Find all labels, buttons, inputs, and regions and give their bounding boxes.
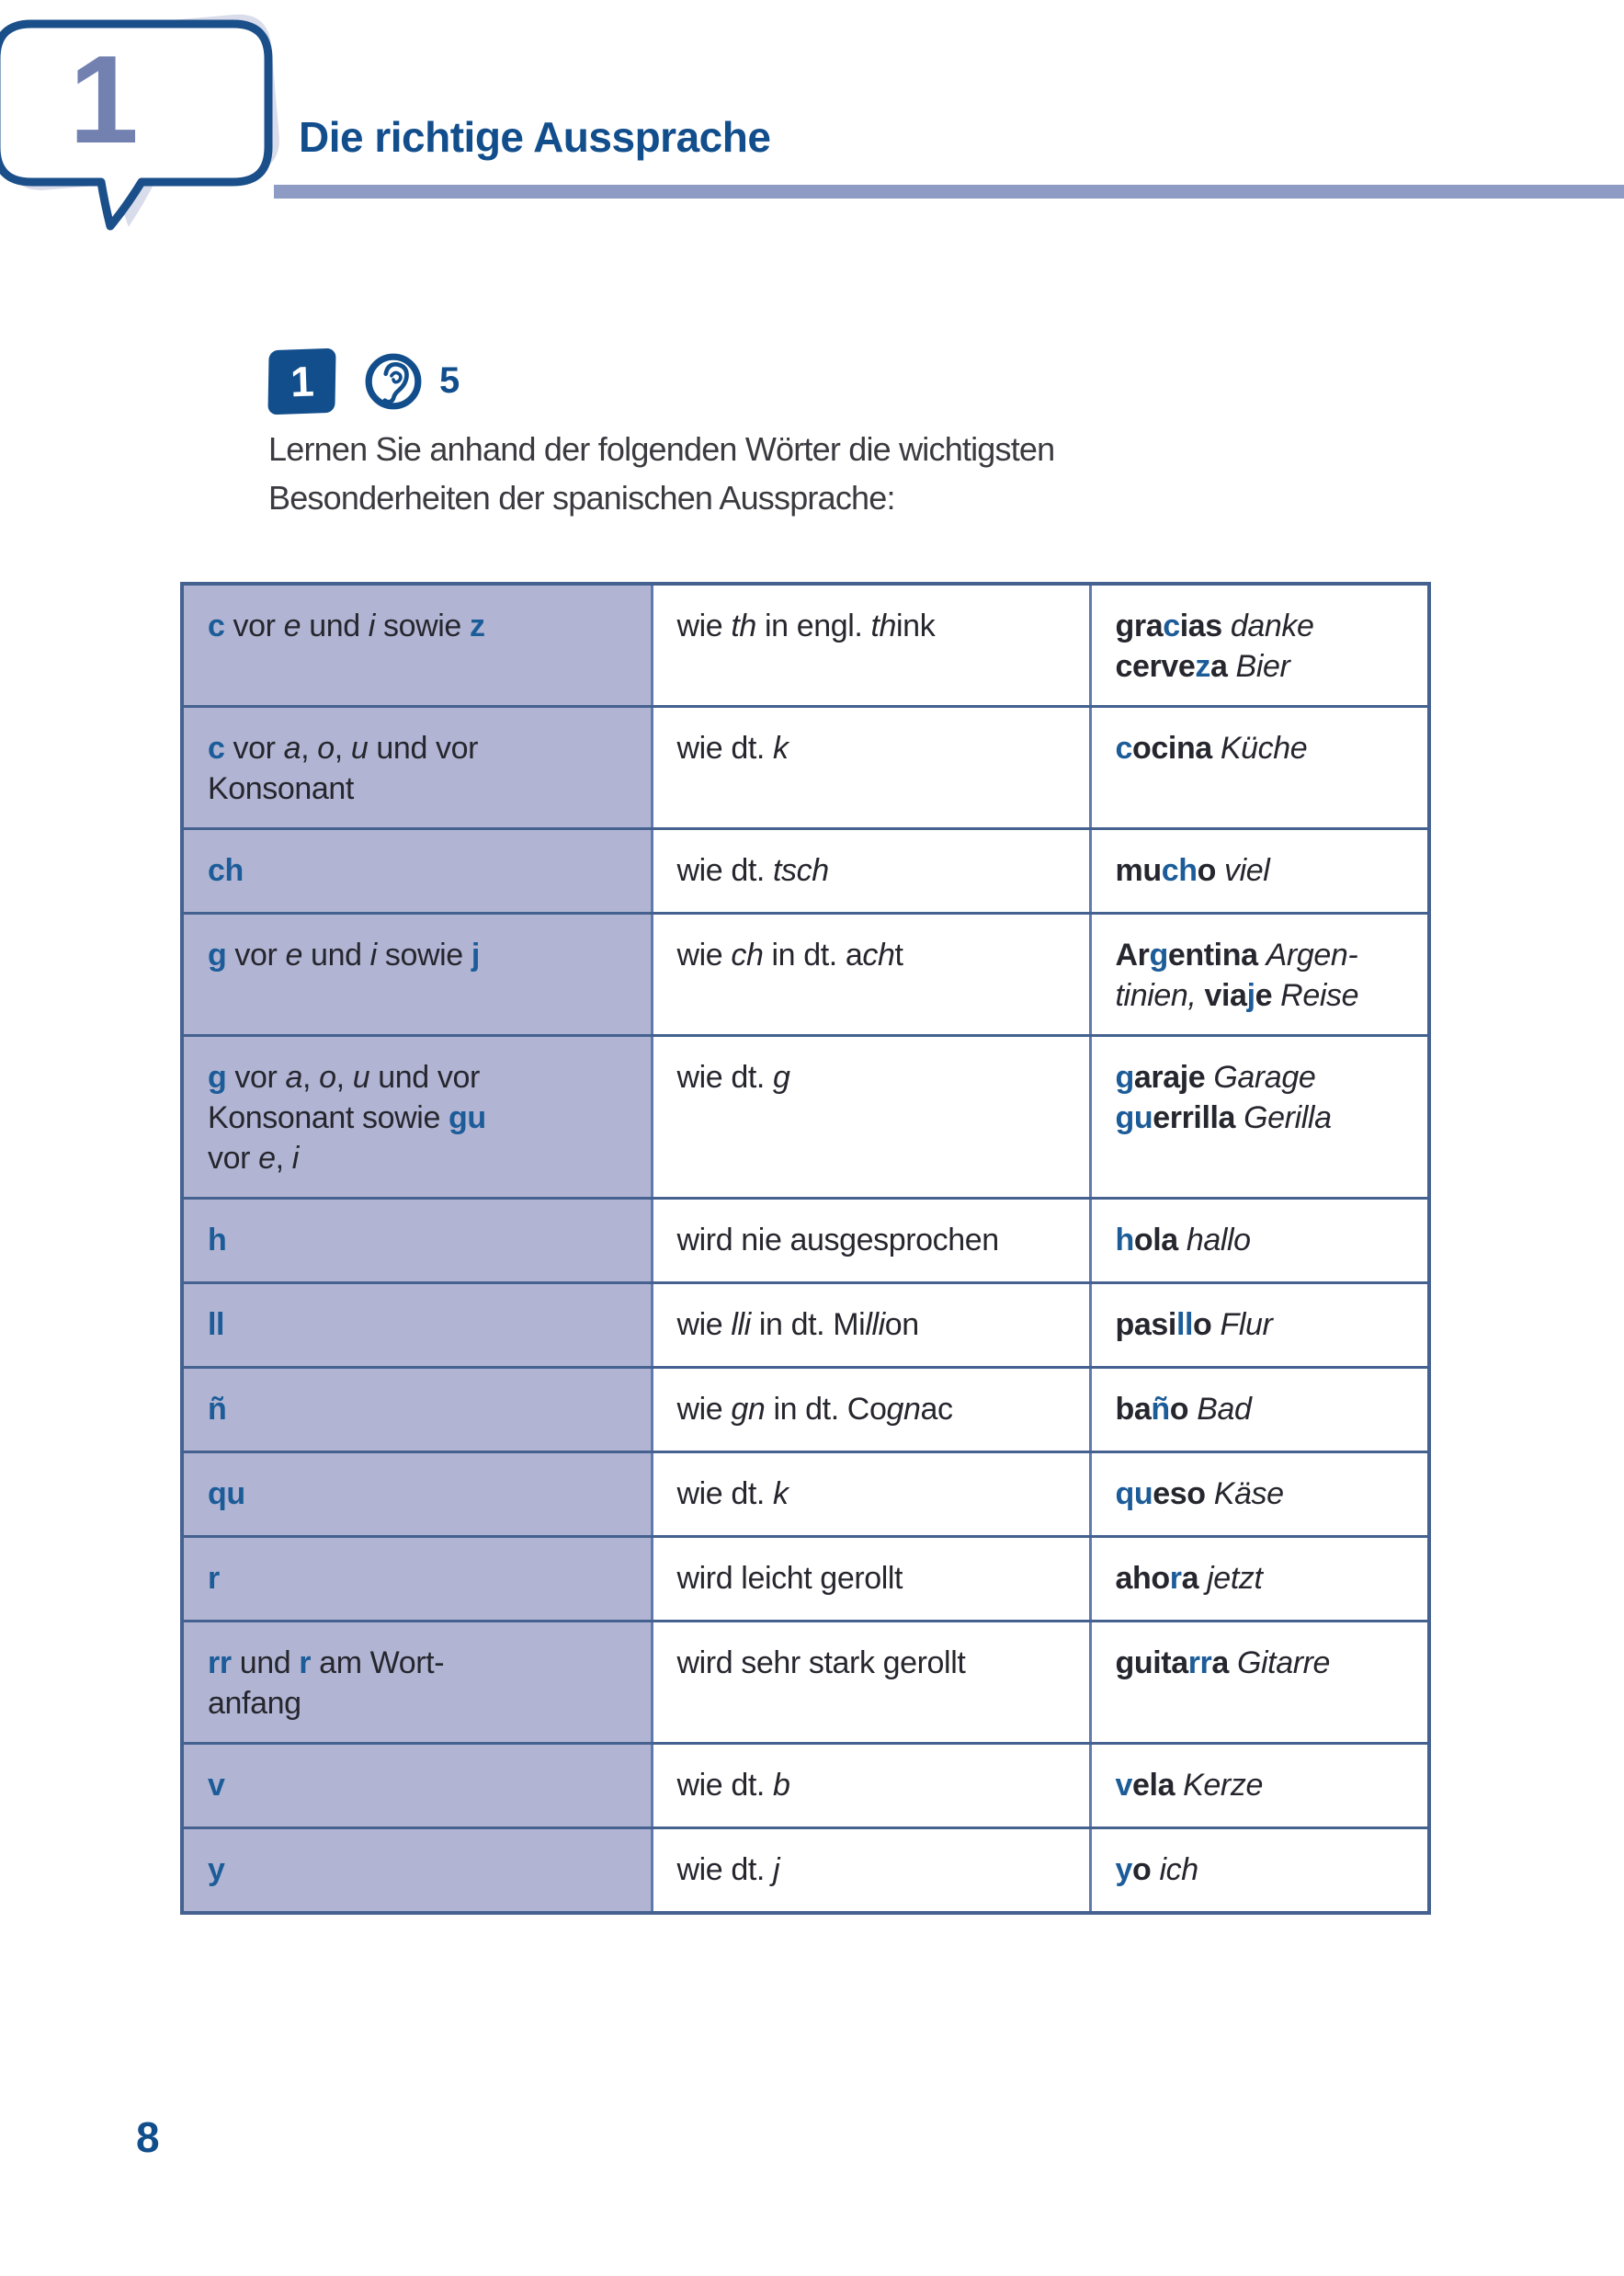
cell-example	[1090, 1199, 1429, 1283]
text-segment: k	[773, 1476, 789, 1511]
table-row	[182, 584, 1429, 707]
cell-pron	[652, 1368, 1090, 1452]
text-segment	[1175, 1768, 1183, 1803]
text-segment	[1228, 649, 1236, 684]
text-segment: anfang	[208, 1686, 301, 1721]
cell-pron	[652, 584, 1090, 707]
text-segment: u	[352, 1060, 370, 1095]
text-segment: vor	[224, 731, 284, 766]
text-segment: danke	[1230, 609, 1314, 643]
table-row	[182, 1368, 1429, 1452]
table-row	[182, 1537, 1429, 1622]
text-segment: rr	[1187, 1645, 1212, 1680]
text-segment: vor	[224, 609, 284, 643]
instruction-line-1: Lernen Sie anhand der folgenden Wörter die wichtigsten	[268, 430, 1055, 468]
cell-pron	[652, 1622, 1090, 1744]
text-segment: in dt. Mi	[750, 1307, 866, 1342]
text-segment: Gerilla	[1244, 1100, 1332, 1135]
text-segment: und	[231, 1645, 300, 1680]
text-segment: j	[471, 938, 480, 973]
table-row	[182, 1828, 1429, 1913]
cell-pron	[652, 1283, 1090, 1368]
text-segment: wie dt.	[676, 731, 774, 766]
text-segment: j	[773, 1852, 780, 1887]
text-segment: und	[302, 938, 370, 973]
text-segment: errilla	[1153, 1100, 1236, 1135]
text-segment: c	[1163, 609, 1180, 643]
text-segment: wird sehr stark gerollt	[676, 1645, 966, 1680]
table-row	[182, 1283, 1429, 1368]
text-segment: gra	[1115, 609, 1164, 643]
text-segment: pasi	[1115, 1307, 1176, 1342]
text-segment: Bad	[1197, 1392, 1252, 1427]
text-segment: r	[1169, 1561, 1182, 1596]
text-segment: wie dt.	[676, 1768, 774, 1803]
text-segment: b	[773, 1768, 790, 1803]
text-segment: in dt. Co	[765, 1392, 887, 1427]
text-segment: th	[870, 609, 897, 643]
cell-pron	[652, 707, 1090, 829]
text-segment	[1206, 1476, 1214, 1511]
cell-pron	[652, 914, 1090, 1036]
text-segment: rr	[208, 1645, 232, 1680]
text-segment: h	[208, 1223, 227, 1257]
pronunciation-table-body	[182, 584, 1429, 1913]
text-segment: sowie	[376, 938, 471, 973]
text-segment: tsch	[773, 853, 829, 888]
text-segment: ñ	[1151, 1392, 1170, 1427]
text-segment: v	[208, 1768, 225, 1803]
text-segment: ch	[731, 938, 764, 973]
text-segment: jetzt	[1207, 1561, 1263, 1596]
text-segment: Flur	[1220, 1307, 1273, 1342]
text-segment: gn	[731, 1392, 766, 1427]
text-segment: wie dt.	[676, 1476, 774, 1511]
cell-example	[1090, 707, 1429, 829]
text-segment: e	[283, 609, 301, 643]
text-segment	[1258, 938, 1266, 973]
cell-letter	[182, 1199, 652, 1283]
text-segment: lli	[865, 1307, 885, 1342]
text-segment: und vor	[368, 731, 479, 766]
text-segment: ias	[1179, 609, 1222, 643]
cell-pron	[652, 1744, 1090, 1828]
text-segment: z	[469, 609, 485, 643]
text-segment: a	[1181, 1561, 1199, 1596]
text-segment: gu	[449, 1100, 486, 1135]
text-segment: wie	[676, 1307, 732, 1342]
text-segment: ,	[301, 731, 318, 766]
cell-letter	[182, 914, 652, 1036]
exercise-instruction	[268, 425, 1445, 522]
text-segment	[1229, 1645, 1237, 1680]
pronunciation-table	[180, 582, 1431, 1915]
text-segment: a	[1211, 1645, 1229, 1680]
text-segment: Ar	[1115, 938, 1150, 973]
text-segment: c	[208, 731, 225, 766]
text-segment: ll	[208, 1307, 225, 1342]
text-segment: r	[299, 1645, 312, 1680]
text-segment: g	[208, 938, 227, 973]
table-row	[182, 1744, 1429, 1828]
text-segment: Gitarre	[1236, 1645, 1331, 1680]
text-segment: cerve	[1115, 649, 1196, 684]
text-segment: entina	[1167, 938, 1258, 973]
cell-example	[1090, 829, 1429, 914]
text-segment: ll	[1175, 1307, 1194, 1342]
page-number: 8	[136, 2113, 160, 2161]
cell-letter	[182, 1828, 652, 1913]
text-segment: Kerze	[1183, 1768, 1263, 1803]
text-segment: gu	[1115, 1100, 1153, 1135]
text-segment: ,	[335, 1060, 353, 1095]
text-segment: wie	[676, 609, 732, 643]
text-segment: i	[291, 1141, 299, 1176]
text-segment	[1188, 1392, 1197, 1427]
cell-letter	[182, 1368, 652, 1452]
text-segment: gn	[886, 1392, 921, 1427]
text-segment: Bier	[1235, 649, 1290, 684]
text-segment: ,	[275, 1141, 292, 1176]
text-segment: Reise	[1280, 978, 1359, 1013]
text-segment: y	[1115, 1852, 1133, 1887]
text-segment: mu	[1115, 853, 1162, 888]
text-segment	[1216, 853, 1224, 888]
cell-letter	[182, 707, 652, 829]
text-segment: lli	[731, 1307, 751, 1342]
table-row	[182, 1452, 1429, 1537]
text-segment: ocina	[1132, 731, 1212, 766]
text-segment: ela	[1132, 1768, 1175, 1803]
cell-letter	[182, 1537, 652, 1622]
text-segment: ch	[862, 938, 895, 973]
text-segment: vor	[226, 1060, 286, 1095]
text-segment: g	[1149, 938, 1168, 973]
text-segment: araje	[1133, 1060, 1206, 1095]
audio-track-number: 5	[439, 360, 460, 401]
cell-letter	[182, 584, 652, 707]
text-segment: wie dt.	[676, 1060, 774, 1095]
text-segment: ich	[1159, 1852, 1198, 1887]
table-row	[182, 1199, 1429, 1283]
chapter-number: 1	[69, 29, 139, 169]
cell-letter	[182, 1622, 652, 1744]
text-segment: o	[1132, 1852, 1152, 1887]
text-segment: ac	[920, 1392, 953, 1427]
ear-icon	[363, 351, 424, 412]
text-segment: wie	[676, 938, 732, 973]
text-segment: qu	[208, 1476, 245, 1511]
text-segment: eso	[1153, 1476, 1206, 1511]
text-segment: a	[1209, 649, 1228, 684]
text-segment: a	[285, 1060, 303, 1095]
table-row	[182, 1622, 1429, 1744]
text-segment: g	[773, 1060, 790, 1095]
cell-pron	[652, 1036, 1090, 1199]
text-segment: Garage	[1213, 1060, 1316, 1095]
text-segment: Küche	[1220, 731, 1308, 766]
text-segment: viel	[1224, 853, 1270, 888]
text-segment: hallo	[1186, 1223, 1251, 1257]
text-segment: o	[1197, 853, 1216, 888]
text-segment: i	[369, 938, 377, 973]
text-segment	[1272, 978, 1280, 1013]
cell-example	[1090, 1036, 1429, 1199]
exercise-number: 1	[289, 357, 315, 406]
cell-example	[1090, 1452, 1429, 1537]
text-segment: c	[208, 609, 225, 643]
text-segment: tinien,	[1115, 978, 1197, 1013]
page-title: Die richtige Aussprache	[299, 113, 771, 161]
text-segment: e	[258, 1141, 276, 1176]
text-segment	[1178, 1223, 1187, 1257]
text-segment: j	[1246, 978, 1255, 1013]
text-segment: Argen-	[1266, 938, 1358, 973]
text-segment: i	[368, 609, 375, 643]
text-segment: t	[894, 938, 903, 973]
text-segment: ola	[1133, 1223, 1178, 1257]
text-segment: o	[317, 731, 335, 766]
table-row	[182, 707, 1429, 829]
text-segment: a	[283, 731, 301, 766]
text-segment: ch	[1161, 853, 1198, 888]
text-segment: aho	[1115, 1561, 1170, 1596]
text-segment	[1222, 609, 1231, 643]
text-segment: guita	[1115, 1645, 1188, 1680]
text-segment: Konsonant	[208, 771, 354, 806]
text-segment: h	[1115, 1223, 1134, 1257]
cell-letter	[182, 829, 652, 914]
cell-example	[1090, 584, 1429, 707]
text-segment: wird nie ausgesprochen	[676, 1223, 999, 1257]
text-segment: o	[319, 1060, 336, 1095]
text-segment: ,	[334, 731, 351, 766]
cell-example	[1090, 1368, 1429, 1452]
cell-pron	[652, 1199, 1090, 1283]
cell-example	[1090, 1537, 1429, 1622]
text-segment: z	[1195, 649, 1210, 684]
cell-pron	[652, 1537, 1090, 1622]
cell-pron	[652, 829, 1090, 914]
text-segment: o	[1193, 1307, 1212, 1342]
table-row	[182, 1036, 1429, 1199]
text-segment: k	[773, 731, 789, 766]
text-segment: Käse	[1213, 1476, 1284, 1511]
text-segment: ink	[896, 609, 936, 643]
text-segment: v	[1115, 1768, 1133, 1803]
text-segment: ,	[302, 1060, 320, 1095]
cell-letter	[182, 1744, 652, 1828]
cell-example	[1090, 1828, 1429, 1913]
text-segment: c	[1115, 731, 1133, 766]
text-segment: und vor	[369, 1060, 480, 1095]
exercise-number-badge	[267, 348, 335, 415]
text-segment: e	[1255, 978, 1273, 1013]
text-segment: g	[208, 1060, 227, 1095]
text-segment: vor	[226, 938, 286, 973]
cell-example	[1090, 1744, 1429, 1828]
text-segment: th	[731, 609, 756, 643]
cell-example	[1090, 1622, 1429, 1744]
text-segment: r	[208, 1561, 220, 1596]
cell-example	[1090, 1283, 1429, 1368]
text-segment: am Wort-	[311, 1645, 445, 1680]
text-segment: vor	[208, 1141, 259, 1176]
text-segment	[1235, 1100, 1244, 1135]
title-underline-bar	[274, 185, 1624, 199]
text-segment: on	[884, 1307, 919, 1342]
text-segment: o	[1169, 1392, 1189, 1427]
text-segment: qu	[1115, 1476, 1153, 1511]
text-segment: sowie	[374, 609, 470, 643]
text-segment: wird leicht gerollt	[676, 1561, 903, 1596]
text-segment: e	[285, 938, 303, 973]
cell-example	[1090, 914, 1429, 1036]
text-segment: wie dt.	[676, 1852, 774, 1887]
text-segment: und	[301, 609, 369, 643]
text-segment: wie	[676, 1392, 732, 1427]
text-segment: Konsonant sowie	[208, 1100, 449, 1135]
cell-pron	[652, 1828, 1090, 1913]
text-segment: u	[350, 731, 369, 766]
text-segment: ñ	[208, 1392, 227, 1427]
text-segment: g	[1115, 1060, 1134, 1095]
table-row	[182, 914, 1429, 1036]
cell-pron	[652, 1452, 1090, 1537]
text-segment: via	[1204, 978, 1247, 1013]
text-segment: y	[208, 1852, 225, 1887]
text-segment: in engl.	[755, 609, 871, 643]
text-segment: ba	[1115, 1392, 1152, 1427]
text-segment: wie dt.	[676, 853, 774, 888]
text-segment	[1212, 731, 1221, 766]
instruction-line-2: Besonderheiten der spanischen Aussprache:	[268, 479, 895, 517]
text-segment	[1198, 1561, 1207, 1596]
cell-letter	[182, 1283, 652, 1368]
text-segment: in dt. a	[763, 938, 863, 973]
text-segment: ch	[208, 853, 244, 888]
text-segment	[1205, 1060, 1213, 1095]
table-row	[182, 829, 1429, 914]
cell-letter	[182, 1452, 652, 1537]
cell-letter	[182, 1036, 652, 1199]
